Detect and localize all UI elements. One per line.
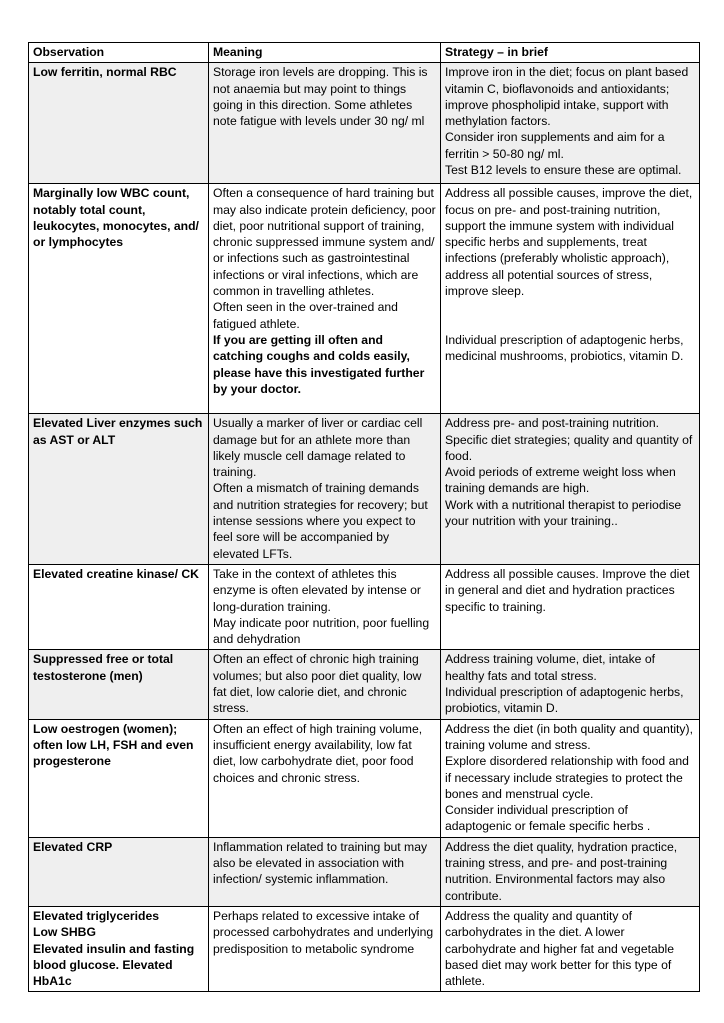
meaning-text: Often an effect of chronic high training volumes; but also poor diet quality, low fat diet, low calorie diet, and chronic stress.	[213, 652, 422, 716]
strategy-cell	[441, 414, 700, 565]
observation-text: Low SHBG	[33, 925, 96, 940]
strategy-cell	[441, 906, 700, 991]
strategy-text: Consider iron supplements and aim for a ferritin > 50-80 ng/ ml.	[445, 130, 665, 161]
observation-cell	[29, 414, 209, 565]
meaning-text: Storage iron levels are dropping. This is not anaemia but may point to things going in this direction. Some athletes note fatigue with levels under 30 ng/ ml	[213, 65, 428, 129]
strategy-text: Consider individual prescription of adaptogenic or female specific herbs .	[445, 803, 651, 834]
strategy-text: Individual prescription of adaptogenic herbs, probiotics, vitamin D.	[445, 685, 684, 716]
observation-text: Low oestrogen (women); often low LH, FSH and even progesterone	[33, 721, 194, 769]
observation-cell	[29, 906, 209, 991]
observation-text: Low ferritin, normal RBC	[33, 65, 177, 80]
meaning-cell	[209, 906, 441, 991]
meaning-text: Often seen in the over-trained and fatigued athlete.	[213, 300, 398, 331]
strategy-cell	[441, 719, 700, 837]
strategy-text: Address the quality and quantity of carbohydrates in the diet. A lower carbohydrate and higher fat and vegetable based diet may work better for this type of athlete.	[445, 908, 675, 989]
strategy-text: Test B12 levels to ensure these are optimal.	[445, 163, 682, 178]
table-row	[29, 564, 700, 649]
meaning-text: Inflammation related to training but may also be elevated in association with infection/ systemic inflammation.	[213, 839, 428, 887]
meaning-text: Often a mismatch of training demands and nutrition strategies for recovery; but intense sessions where you expect to feel sore will be accompanied by elevated LFTs.	[213, 481, 428, 561]
observation-text: Elevated Liver enzymes such as AST or ALT	[33, 416, 203, 447]
meaning-warning-text: If you are getting ill often and catching coughs and colds easily, please have this investigated further by your doctor.	[213, 332, 425, 396]
spacer	[445, 316, 695, 332]
header-observation: Observation	[29, 43, 209, 63]
observation-text: Suppressed free or total testosterone (men)	[33, 652, 174, 683]
table-row	[29, 906, 700, 991]
strategy-cell	[441, 564, 700, 649]
meaning-cell	[209, 414, 441, 565]
strategy-text: Individual prescription of adaptogenic herbs, medicinal mushrooms, probiotics, vitamin D.	[445, 332, 684, 364]
strategy-text: Address all possible causes, improve the diet, focus on pre- and post-training nutrition, support the immune system with individual specific herbs and supplements, treat infections (preferably wholistic approach), address all potential sources of stress, improve sleep.	[445, 186, 693, 299]
strategy-text: Address pre- and post-training nutrition. Specific diet strategies; quality and quantity of food.	[445, 416, 693, 463]
observation-cell	[29, 837, 209, 906]
strategy-cell	[441, 184, 700, 414]
meaning-cell	[209, 837, 441, 906]
meaning-cell	[209, 650, 441, 719]
table-row	[29, 414, 700, 565]
meaning-cell	[209, 63, 441, 184]
meaning-text: May indicate poor nutrition, poor fuelling and dehydration	[213, 615, 430, 647]
observation-text: Elevated CRP	[33, 839, 113, 854]
observation-cell	[29, 650, 209, 719]
table-row	[29, 650, 700, 719]
meaning-text: Often an effect of high training volume, insufficient energy availability, low fat diet, low carbohydrate diet, poor food choices and chronic stress.	[213, 721, 423, 785]
strategy-text: Address the diet quality, hydration practice, training stress, and pre- and post-training nutrition. Environmental factors may also contribute.	[445, 839, 678, 903]
strategy-text: Address the diet (in both quality and quantity), training volume and stress.	[445, 721, 693, 752]
strategy-cell	[441, 650, 700, 719]
meaning-cell	[209, 564, 441, 649]
meaning-text: Usually a marker of liver or cardiac cell damage but for an athlete more than likely muscle cell damage related to training.	[213, 416, 423, 480]
strategy-text: Avoid periods of extreme weight loss when training demands are high.	[445, 465, 676, 496]
strategy-text: Address training volume, diet, intake of healthy fats and total stress.	[445, 652, 656, 683]
header-strategy: Strategy – in brief	[441, 43, 700, 63]
table-row	[29, 719, 700, 837]
observation-text: Elevated insulin and fasting blood glucose. Elevated HbA1c	[33, 941, 195, 989]
table-row	[29, 184, 700, 414]
strategy-text: Improve iron in the diet; focus on plant based vitamin C, bioflavonoids and antioxidants; improve phospholipid intake, support with methylation factors.	[445, 65, 689, 129]
observation-text: Marginally low WBC count, notably total count, leukocytes, monocytes, and/ or lymphocytes	[33, 186, 199, 250]
meaning-cell	[209, 184, 441, 414]
table-row	[29, 837, 700, 906]
observation-cell	[29, 63, 209, 184]
observation-cell	[29, 719, 209, 837]
observation-cell	[29, 564, 209, 649]
strategy-cell	[441, 837, 700, 906]
header-row	[29, 43, 700, 63]
table-row	[29, 63, 700, 184]
strategy-text: Address all possible causes. Improve the diet in general and diet and hydration practices specific to training.	[445, 566, 690, 614]
meaning-text: Perhaps related to excessive intake of processed carbohydrates and underlying predisposition to metabolic syndrome	[213, 908, 434, 956]
meaning-text: Take in the context of athletes this enzyme is often elevated by intense or long-duration training.	[213, 566, 421, 614]
lab-observations-table	[28, 42, 700, 992]
strategy-cell	[441, 63, 700, 184]
strategy-text: Work with a nutritional therapist to periodise your nutrition with your training..	[445, 497, 682, 529]
spacer	[445, 299, 695, 315]
meaning-cell	[209, 719, 441, 837]
observation-text: Elevated triglycerides	[33, 908, 159, 923]
meaning-text: Often a consequence of hard training but may also indicate protein deficiency, poor diet, poor nutritional support of training, chronic suppressed immune system and/ or infections such as gastrointestinal infections or viral infections, which are common in travelling athletes.	[213, 186, 436, 299]
strategy-text: Explore disordered relationship with food and if necessary include strategies to protect the bones and menstrual cycle.	[445, 754, 689, 801]
observation-text: Elevated creatine kinase/ CK	[33, 566, 199, 581]
observation-cell	[29, 184, 209, 414]
header-meaning: Meaning	[209, 43, 441, 63]
